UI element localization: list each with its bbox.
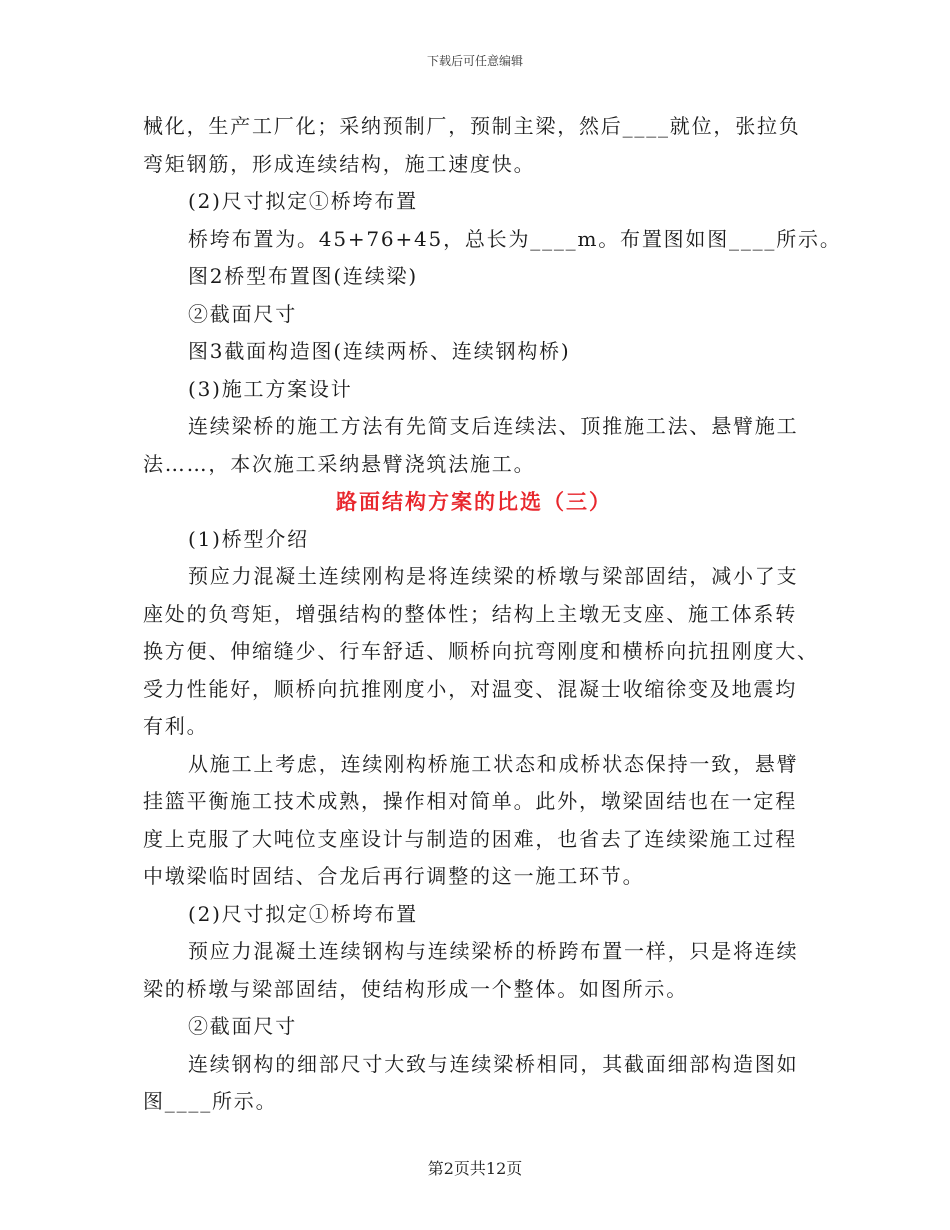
paragraph-line: 受力性能好，顺桥向抗推刚度小，对温变、混凝士收缩徐变及地震均 <box>143 676 797 701</box>
page-header: 下载后可任意编辑 <box>426 54 523 68</box>
subheading: ②截面尺寸 <box>188 301 297 326</box>
paragraph-line: 从施工上考虑，连续刚构桥施工状态和成桥状态保持一致，悬臂 <box>188 751 799 776</box>
subheading: (2)尺寸拟定①桥垮布置 <box>188 901 418 926</box>
paragraph-line: 械化，生产工厂化；采纳预制厂，预制主梁，然后____就位，张拉负 <box>143 114 801 138</box>
document-body <box>143 108 842 1121</box>
paragraph-line: 预应力混凝土连续刚构是将连续梁的桥墩与梁部固结，减小了支 <box>188 564 799 588</box>
figure-caption: 图2桥型布置图(连续梁) <box>188 264 418 288</box>
figure-caption: 图3截面构造图(连续两桥、连续钢构桥) <box>188 339 571 363</box>
paragraph-line: 座处的负弯矩，增强结构的整体性；结构上主墩无支座、施工体系转 <box>143 601 797 626</box>
paragraph-line: 桥垮布置为。45+76+45，总长为____m。布置图如图____所示。 <box>188 226 842 251</box>
subheading: (3)施工方案设计 <box>188 376 353 401</box>
paragraph-line: 度上克服了大吨位支座设计与制造的困难，也省去了连续梁施工过程 <box>143 826 797 851</box>
section-title: 路面结构方案的比选（三） <box>336 489 612 514</box>
page-footer: 第2页共12页 <box>427 1159 523 1178</box>
paragraph-line: 弯矩钢筋，形成连续结构，施工速度快。 <box>143 151 536 176</box>
paragraph-line: 法……，本次施工采纳悬臂浇筑法施工。 <box>143 451 536 476</box>
paragraph-line: 连续钢构的细部尺寸大致与连续梁桥相同，其截面细部构造图如 <box>188 1051 799 1076</box>
paragraph-line: 中墩梁临时固结、合龙后再行调整的这一施工环节。 <box>143 864 645 888</box>
paragraph-line: 有利。 <box>143 714 209 738</box>
subheading: (1)桥型介绍 <box>188 526 309 551</box>
subheading: ②截面尺寸 <box>188 1014 297 1038</box>
paragraph-line: 梁的桥墩与梁部固结，使结构形成一个整体。如图所示。 <box>143 976 688 1001</box>
paragraph-line: 预应力混凝土连续钢构与连续梁桥的桥跨布置一样，只是将连续 <box>188 939 799 963</box>
paragraph-line: 挂篮平衡施工技术成熟，操作相对简单。此外，墩梁固结也在一定程 <box>143 789 797 813</box>
subheading: (2)尺寸拟定①桥垮布置 <box>188 189 418 213</box>
paragraph-line: 图____所示。 <box>143 1089 278 1113</box>
paragraph-line: 换方便、伸缩缝少、行车舒适、顺桥向抗弯刚度和横桥向抗扭刚度大、 <box>143 639 819 663</box>
paragraph-line: 连续梁桥的施工方法有先简支后连续法、顶推施工法、悬臂施工 <box>188 414 799 438</box>
